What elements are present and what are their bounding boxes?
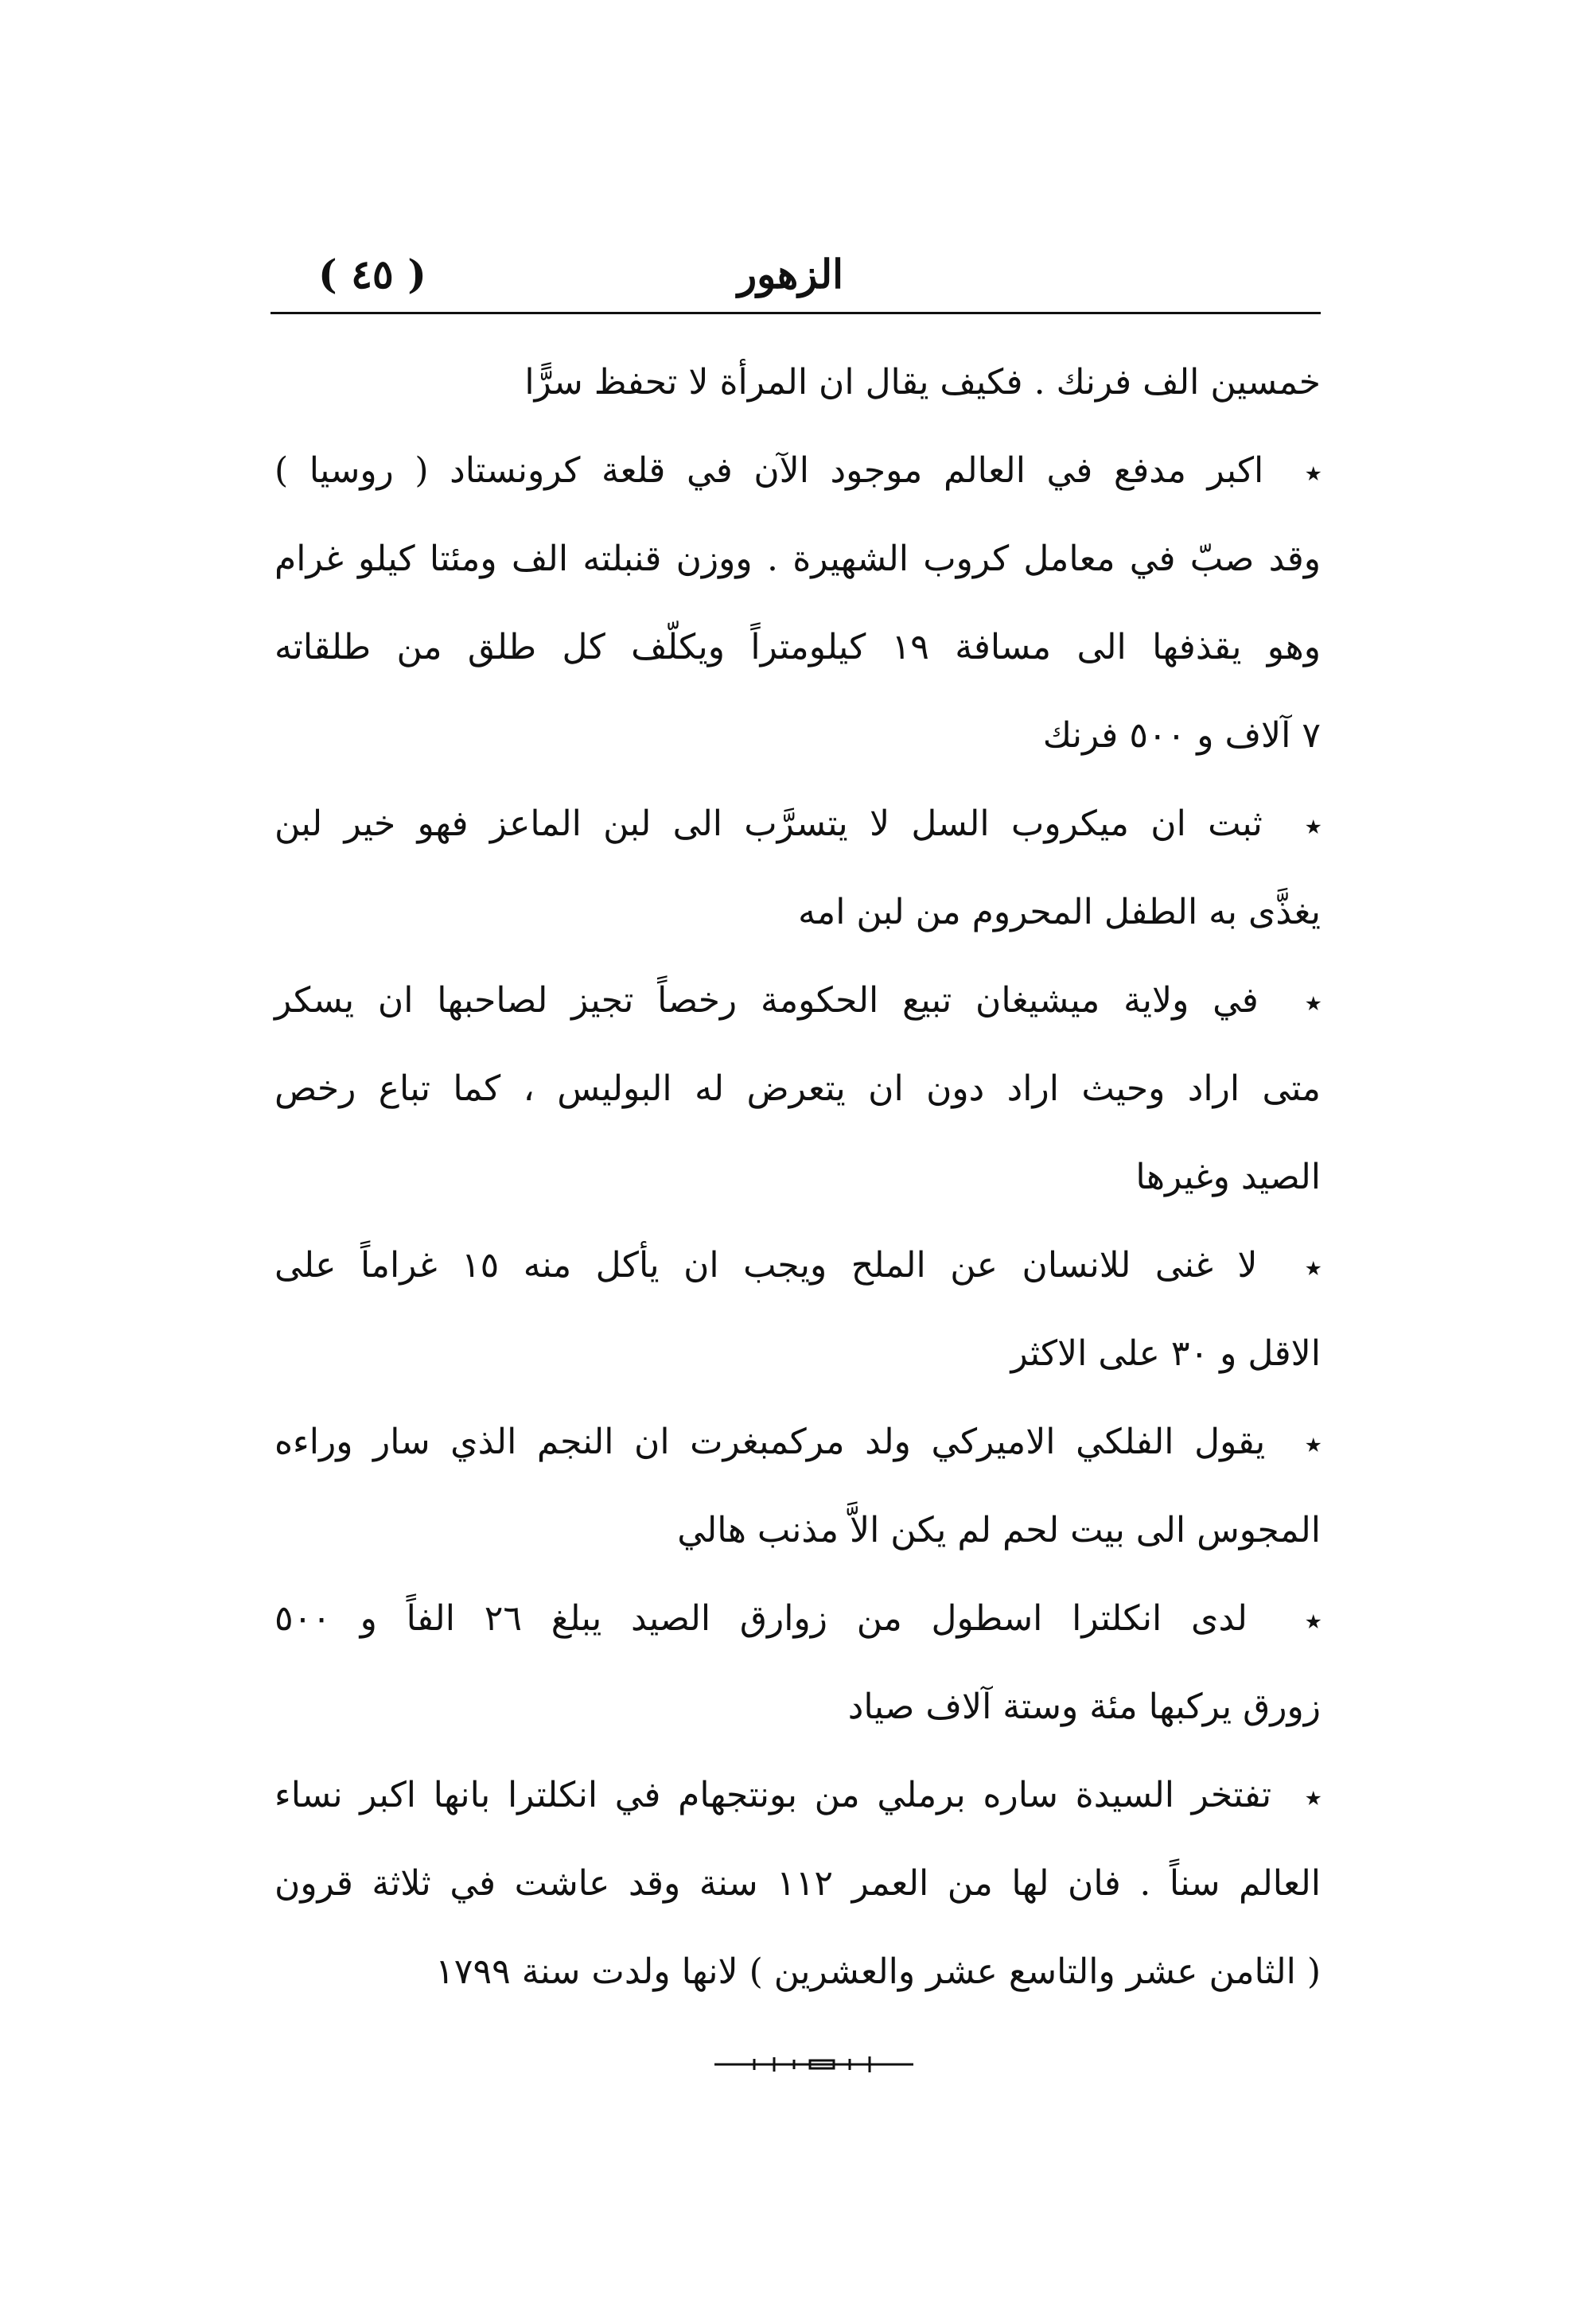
text-line: ٭ يقول الفلكي الاميركي ولد مركمبغرت ان النجم الذي سار وراءه [274,1422,1321,1462]
bullet-mark: ٭ [1306,1605,1321,1637]
text-line: وقد صبّ في معامل كروب الشهيرة . ووزن قنبلته الف ومئتا كيلو غرام [274,539,1321,579]
running-title: الزهور [737,251,843,298]
text-line: الاقل و ٣٠ على الاكثر [1010,1333,1321,1374]
bullet-mark: ٭ [1306,811,1321,842]
text-line: ٭ في ولاية ميشيغان تبيع الحكومة رخصاً تجيز لصاحبها ان يسكر [274,980,1321,1021]
bullet-mark: ٭ [1306,987,1321,1019]
text-line: ٭ اكبر مدفع في العالم موجود الآن في قلعة كرونستاد ( روسيا ) [274,450,1321,491]
text-line: خمسين الف فرنك . فكيف يقال ان المرأة لا تحفظ سرًّا [524,362,1321,403]
text-line: ٭ ثبت ان ميكروب السل لا يتسرَّب الى لبن الماعز فهو خير لبن [274,803,1321,844]
header-rule [271,312,1321,314]
text-line: الصيد وغيرها [1135,1157,1321,1197]
text-line: ٭ لا غنى للانسان عن الملح ويجب ان يأكل منه ١٥ غراماً على [274,1245,1321,1286]
text-line: متى اراد وحيث اراد دون ان يتعرض له البوليس ، كما تباع رخص [274,1068,1321,1109]
text-line: العالم سناً . فان لها من العمر ١١٢ سنة وقد عاشت في ثلاثة قرون [274,1863,1321,1904]
text-line: وهو يقذفها الى مسافة ١٩ كيلومتراً ويكلّف كل طلق من طلقاته [274,627,1321,667]
text-line: المجوس الى بيت لحم لم يكن الاَّ مذنب هالي [677,1510,1321,1550]
text-line: يغذَّى به الطفل المحروم من لبن امه [798,892,1321,932]
bullet-mark: ٭ [1306,457,1321,489]
text-line: ٭ لدى انكلترا اسطول من زوارق الصيد يبلغ ٢٦ الفاً و ٥٠٠ [274,1598,1321,1639]
text-line: ٧ آلاف و ٥٠٠ فرنك [1042,715,1321,756]
page-header [271,243,1321,306]
text-line: ٭ تفتخر السيدة ساره برملي من بونتجهام في انكلترا بانها اكبر نساء [274,1775,1321,1815]
text-line: زورق يركبها مئة وستة آلاف صياد [847,1687,1321,1727]
article-body [274,338,1321,2016]
bullet-mark: ٭ [1306,1429,1321,1461]
bullet-mark: ٭ [1306,1252,1321,1284]
page-number: ( ٤٥ ) [318,251,426,298]
text-line: ( الثامن عشر والتاسع عشر والعشرين ) لانها ولدت سنة ١٧٩٩ [435,1951,1321,1992]
end-ornament [710,2052,917,2076]
bullet-mark: ٭ [1306,1782,1321,1814]
